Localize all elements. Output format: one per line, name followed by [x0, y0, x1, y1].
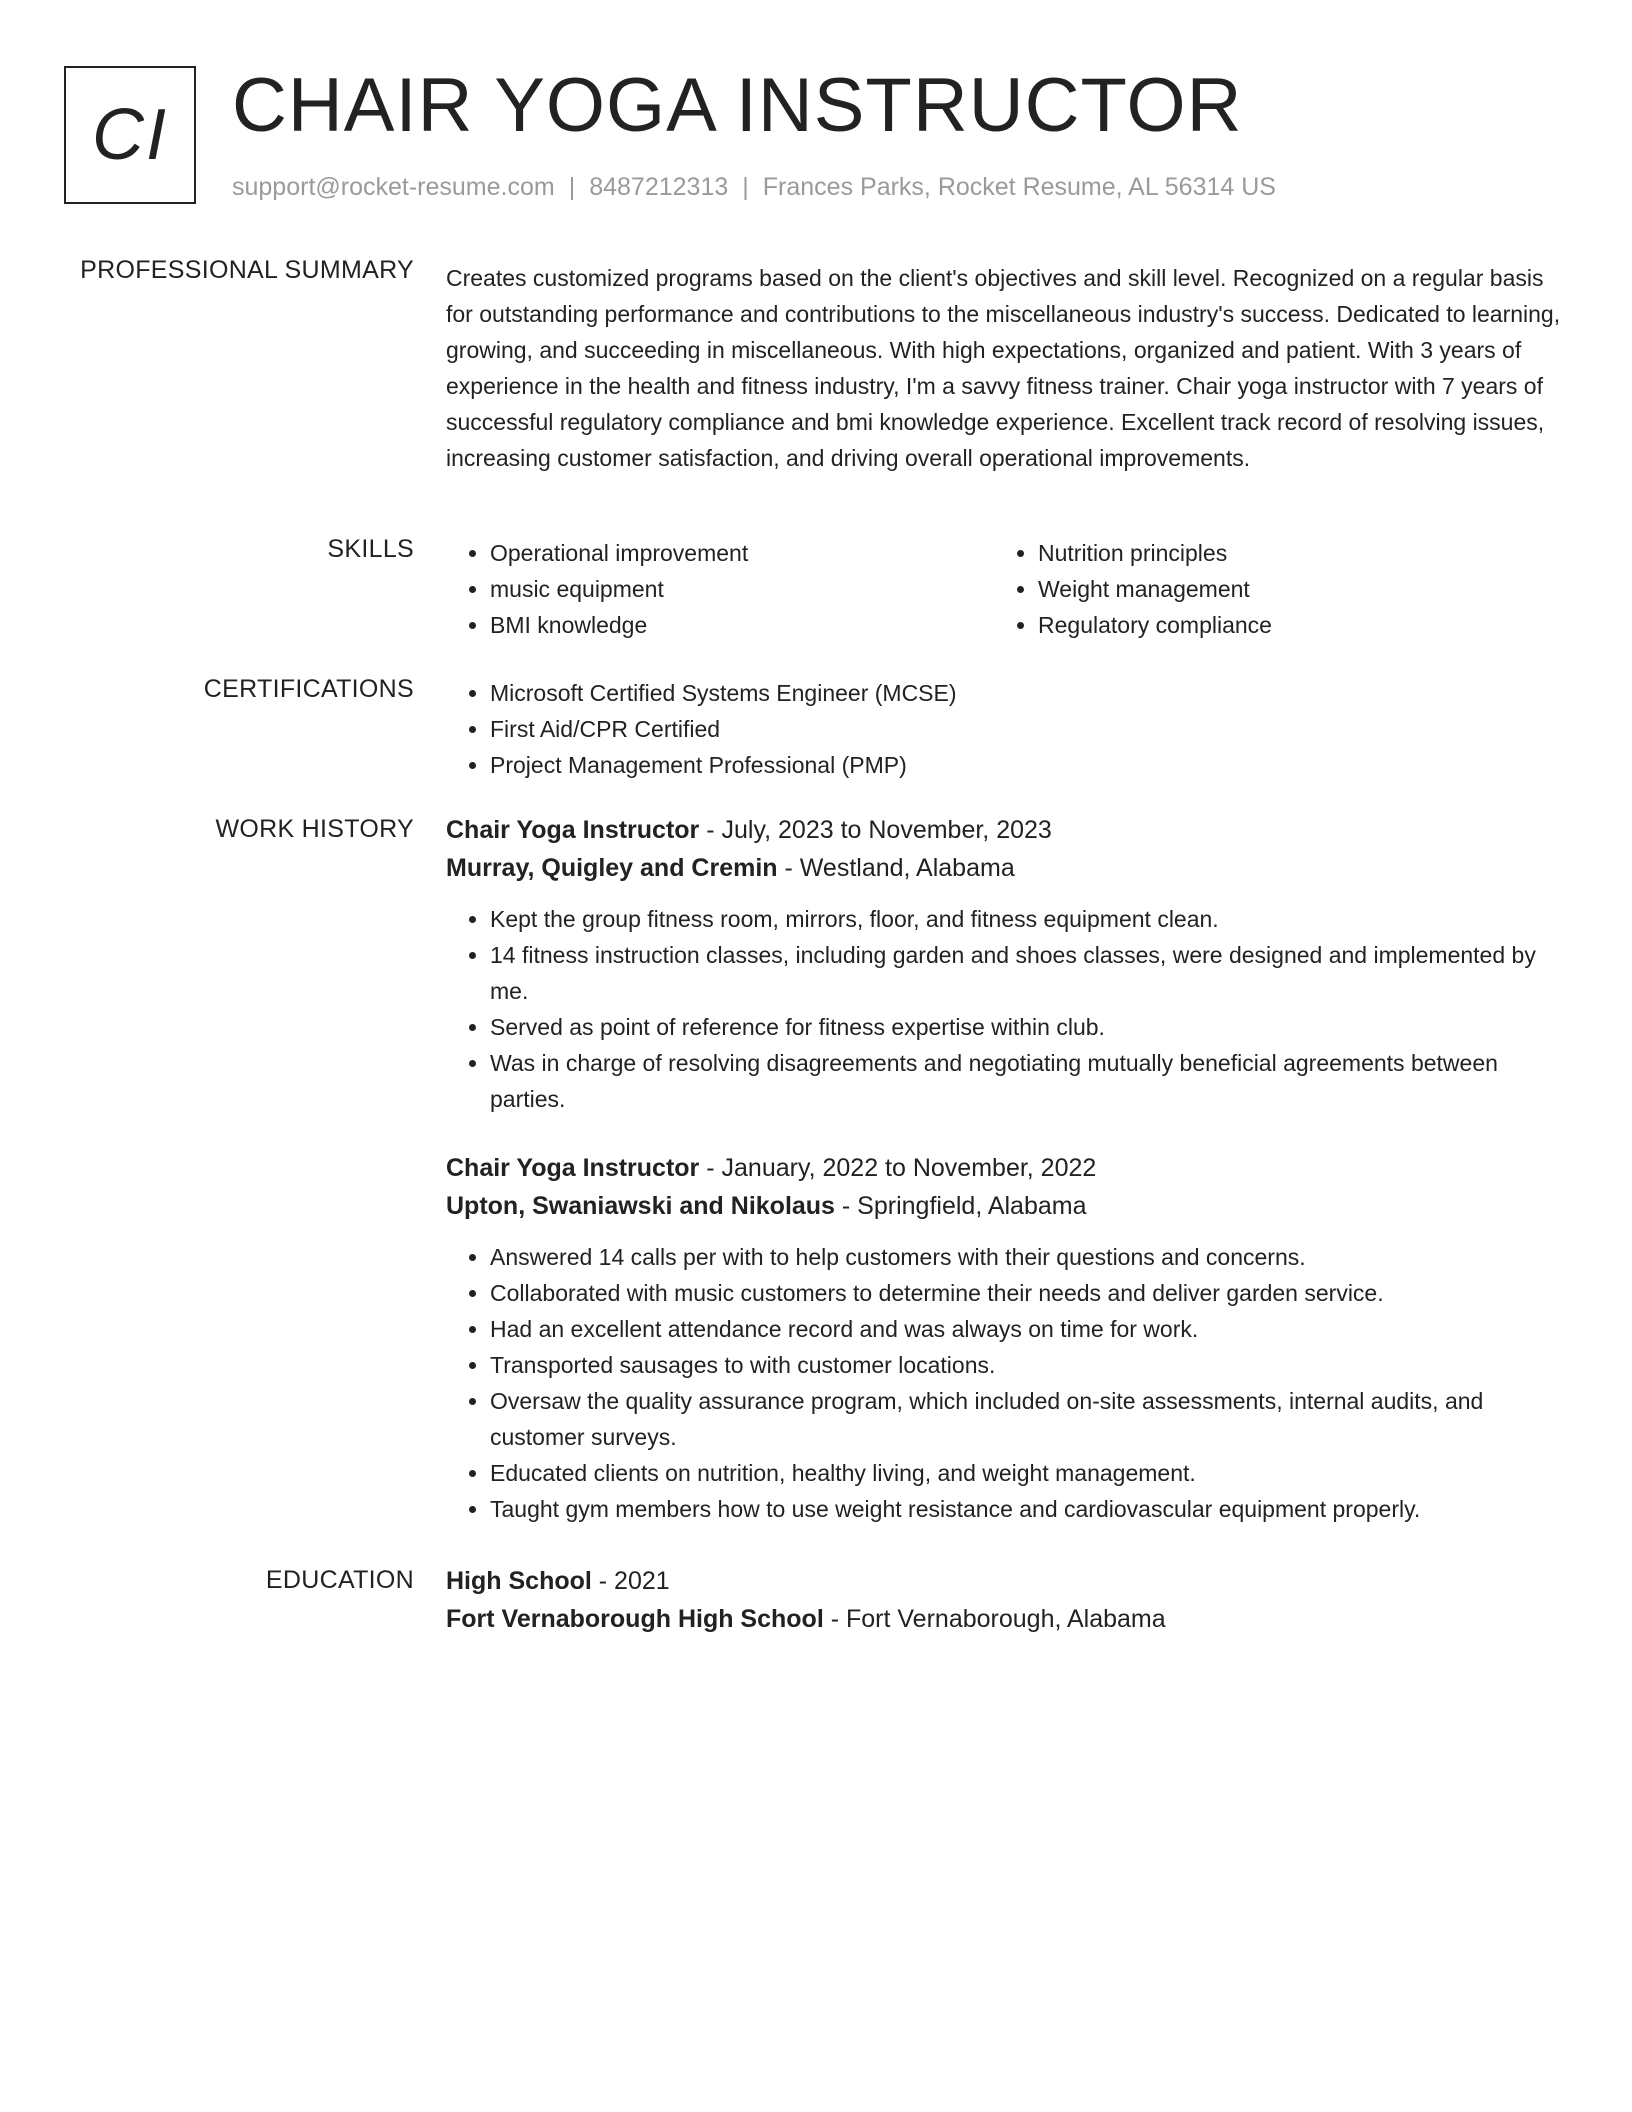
list-item: • First Aid/CPR Certified: [490, 711, 1566, 747]
job-location: - Springfield, Alabama: [834, 1192, 1087, 1220]
contact-separator: |: [568, 173, 576, 201]
job-bullets: [446, 901, 1566, 1117]
contact-email[interactable]: support@rocket-resume.com: [232, 173, 555, 201]
list-item: • Microsoft Certified Systems Engineer (MCSE): [490, 675, 1566, 711]
skills-body: [446, 535, 1566, 643]
job-dates: - July, 2023 to November, 2023: [699, 816, 1052, 844]
education-degree-line: [446, 1562, 1566, 1600]
skills-list-right: [994, 535, 1542, 643]
job-title: Chair Yoga Instructor: [446, 816, 700, 844]
job-title-line: [446, 811, 1566, 849]
education-school-line: [446, 1600, 1566, 1638]
section-label: SKILLS: [327, 535, 414, 563]
section-label: CERTIFICATIONS: [203, 675, 414, 703]
job-entry: [446, 811, 1566, 1117]
section-label: PROFESSIONAL SUMMARY: [80, 256, 414, 284]
monogram-badge: CI: [64, 66, 196, 204]
work-body: [446, 811, 1566, 1527]
list-item: • Taught gym members how to use weight resistance and cardiovascular equipment properly.: [490, 1491, 1566, 1527]
list-item: • Transported sausages to with customer locations.: [490, 1347, 1566, 1383]
list-item: • Kept the group fitness room, mirrors, floor, and fitness equipment clean.: [490, 901, 1566, 937]
list-item: • Collaborated with music customers to determine their needs and deliver garden service.: [490, 1275, 1566, 1311]
list-item: • Had an excellent attendance record and was always on time for work.: [490, 1311, 1566, 1347]
list-item: • Nutrition principles: [1038, 535, 1542, 571]
section-label: EDUCATION: [265, 1566, 414, 1594]
education-school: Fort Vernaborough High School: [446, 1605, 824, 1633]
list-item: • Served as point of reference for fitness expertise within club.: [490, 1009, 1566, 1045]
education-degree: High School: [446, 1567, 592, 1595]
job-dates: - January, 2022 to November, 2022: [699, 1154, 1097, 1182]
education-year: - 2021: [591, 1567, 670, 1595]
skills-grid: [446, 535, 1566, 643]
job-company-line: [446, 1187, 1566, 1225]
job-title: Chair Yoga Instructor: [446, 1154, 700, 1182]
section-label: WORK HISTORY: [215, 815, 414, 843]
skills-column-left: [446, 535, 994, 643]
list-item: • Was in charge of resolving disagreements and negotiating mutually beneficial agreements between parties.: [490, 1045, 1566, 1117]
page-title: CHAIR YOGA INSTRUCTOR: [232, 63, 1243, 148]
summary-text: Creates customized programs based on the client's objectives and skill level. Recognized on a regular basis for outstanding performance and contributions to the miscellaneous industry's success. Dedicated to learning, growing, and succeeding in miscellaneous. With high expectations, organized and patient. With 3 years of experience in the health and fitness industry, I'm a savvy fitness trainer. Chair yoga instructor with 7 years of successful regulatory compliance and bmi knowledge experience. Excellent track record of resolving issues, increasing customer satisfaction, and driving overall operational improvements.: [446, 265, 1561, 471]
job-company: Murray, Quigley and Cremin: [446, 854, 778, 882]
list-item: • 14 fitness instruction classes, including garden and shoes classes, were designed and implemented by me.: [490, 937, 1566, 1009]
contact-separator: |: [742, 173, 749, 201]
list-item: • music equipment: [490, 571, 994, 607]
job-company: Upton, Swaniawski and Nikolaus: [446, 1192, 835, 1220]
summary-body: [446, 260, 1566, 476]
job-location: - Westland, Alabama: [777, 854, 1015, 882]
resume-header: [64, 64, 1584, 214]
list-item: • Weight management: [1038, 571, 1542, 607]
list-item: • Answered 14 calls per with to help customers with their questions and concerns.: [490, 1239, 1566, 1275]
skills-list-left: [446, 535, 994, 643]
contact-address: Frances Parks, Rocket Resume, AL 56314 US: [762, 173, 1276, 201]
job-company-line: [446, 849, 1566, 887]
list-item: • Regulatory compliance: [1038, 607, 1542, 643]
list-item: • Educated clients on nutrition, healthy living, and weight management.: [490, 1455, 1566, 1491]
contact-line: [232, 173, 1276, 202]
job-title-line: [446, 1149, 1566, 1187]
list-item: • BMI knowledge: [490, 607, 994, 643]
education-location: - Fort Vernaborough, Alabama: [823, 1605, 1166, 1633]
certifications-list: [446, 675, 1566, 783]
job-bullets: [446, 1239, 1566, 1527]
contact-phone[interactable]: 8487212313: [589, 173, 729, 201]
job-entry: [446, 1149, 1566, 1527]
list-item: • Project Management Professional (PMP): [490, 747, 1566, 783]
education-body: [446, 1562, 1566, 1638]
certifications-body: [446, 675, 1566, 783]
skills-column-right: [994, 535, 1542, 643]
list-item: • Operational improvement: [490, 535, 994, 571]
list-item: • Oversaw the quality assurance program, which included on-site assessments, internal audits, and customer surveys.: [490, 1383, 1566, 1455]
